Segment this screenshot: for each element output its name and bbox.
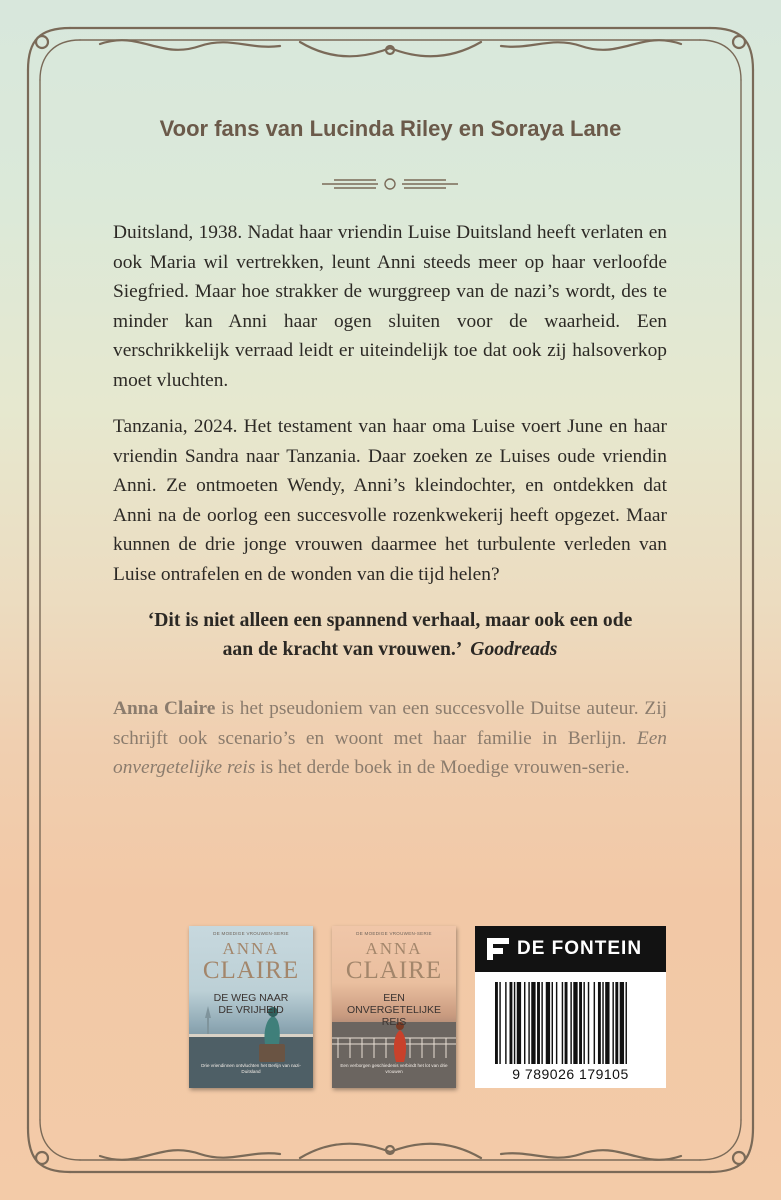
publisher-logo [475,926,666,972]
book-author-first: ANNA [222,939,280,958]
author-bio [113,694,667,783]
isbn-digits: 9 789026 179105 [512,1066,629,1082]
book-blurb: Drie vriendinnen ontvluchten het Berlijn van nazi-Duitsland [201,1063,301,1074]
book-author-first: ANNA [365,939,423,958]
tagline: Voor fans van Lucinda Riley en Soraya Lane [159,116,622,141]
ornamental-divider [320,174,460,194]
author-name: Anna Claire [113,698,216,719]
review-quote [110,606,670,664]
quote-source: Goodreads [470,639,558,660]
fountain-logo-icon [483,934,513,964]
publisher-name: DE FONTEIN [517,938,643,959]
author-bio-book-title: Een onvergetelijke reis [113,727,667,778]
barcode-bars [475,972,666,1066]
book-title-line-2: ONVERGETELIJKE [347,1004,441,1016]
book-series-label: DE MOEDIGE VROUWEN-SERIE [356,931,432,936]
blurb-paragraph-2: Tanzania, 2024. Het testament van haar oma Luise voert June en haar vriendin Sandra naar Tanzania. Daar zoeken ze Luises oude vriendin Anni. Ze ontmoeten Wendy, Anni’s kleindochter, en ontdekken dat Anni na de oorlog een succesvolle rozenkwekerij heeft opgezet. Maar kunnen de drie jonge vrouwen daarmee het turbulente verleden van Luise ontrafelen en de wonden van die tijd helen? [113,416,667,585]
book-title [332,992,456,1028]
author-bio-text-2: is het derde boek in de Moedige vrouwen-serie. [255,757,630,778]
book-title-line-2: DE VRIJHEID [218,1004,284,1016]
book-blurb: Een verborgen geschiedenis verbindt het lot van drie vrouwen [340,1063,448,1074]
quote-line-2: aan de kracht van vrouwen.’ [222,639,463,660]
book-cover-een-onvergetelijke-reis [332,926,456,1088]
book-author-last: CLAIRE [345,957,443,984]
isbn-barcode [475,972,666,1088]
book-title-line-3: REIS [381,1016,407,1028]
author-bio-text-1: is het pseudoniem van een succesvolle Duitse auteur. Zij schrijft ook scenario’s en woont met haar familie in Berlijn. [113,698,668,749]
book-title-line-1: DE WEG NAAR [213,992,289,1004]
book-title-line-1: EEN [383,992,405,1004]
book-series-label: DE MOEDIGE VROUWEN-SERIE [213,931,289,936]
book-title [189,992,313,1016]
blurb-paragraph-1: Duitsland, 1938. Nadat haar vriendin Luise Duitsland heeft verlaten en ook Maria wil vertrekken, leunt Anni steeds meer op haar verloofde Siegfried. Maar hoe strakker de wurggreep van de nazi’s wordt, des te minder kan Anni haar ogen sluiten voor de waarheid. Een verschrikkelijk verraad leidt er uiteindelijk toe dat ook zij halsoverkop moet vluchten. [113,222,667,391]
quote-line-1: ‘Dit is niet alleen een spannend verhaal, maar ook een ode [147,610,633,631]
book-author-last: CLAIRE [202,957,300,984]
book-cover-de-weg-naar-de-vrijheid [189,926,313,1088]
